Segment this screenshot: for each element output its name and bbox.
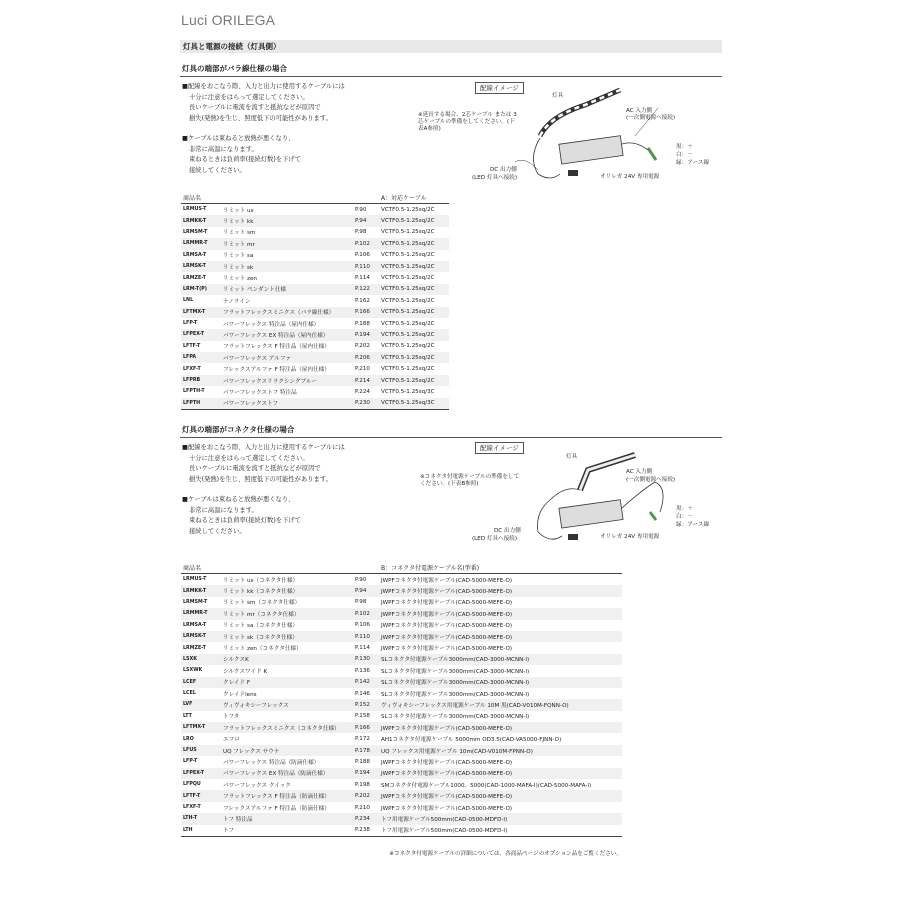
cable-spec: VCTF0.5-1.25sq/2C [379, 284, 449, 295]
table-row [181, 307, 449, 318]
product-code: LFTMX-T [181, 722, 221, 733]
footnote: ※コネクタ付電源ケーブルの詳細については、各商品ページのオプション品をご覧ください。 [389, 851, 622, 857]
table-row [181, 665, 622, 676]
table-row [181, 631, 622, 642]
product-name: リミット us（コネクタ仕様） [223, 577, 299, 584]
page-ref: P.114 [355, 275, 370, 282]
product-name: パワーフレックス クイック [223, 782, 291, 789]
page-ref: P.90 [355, 206, 367, 213]
note-line: 損失(発熱)を生じ、照度低下の可能性があります。 [189, 114, 332, 122]
page-ref: P.106 [355, 252, 370, 259]
col-header-cable: B：コネクタ付電源ケーブル名(型番) [379, 562, 622, 574]
product-code: LFPA [181, 352, 221, 363]
product-name: リミット zen（コネクタ仕様） [223, 646, 302, 653]
product-name: リミット ペンダント仕様 [221, 284, 353, 295]
product-name: リミット sm [223, 230, 256, 237]
product-name: リミット sk [221, 261, 353, 272]
product-code: LFP-T [183, 759, 198, 765]
product-name: フレックスアルファ F 特注品（屋内仕様） [223, 367, 330, 374]
product-code: LRMSA-T [183, 252, 207, 258]
product-code: LVF [181, 699, 221, 710]
diagram-tag: 配線イメージ [475, 442, 524, 454]
product-name: パワーフレックス EX 特注品（防滴仕様） [221, 768, 353, 779]
product-code: LRMZE-T [183, 275, 206, 281]
dc-output-label: DC 出力側 [490, 167, 517, 173]
product-name: リミット sm（コネクタ仕様） [223, 600, 301, 607]
light-label: 灯具 [552, 93, 564, 99]
page-ref: P.142 [353, 677, 379, 688]
cable-spec: VCTF0.5-1.25sq/2C [381, 229, 435, 236]
page-ref: P.194 [353, 768, 379, 779]
table-row [181, 699, 622, 710]
note-line: ■配線をおこなう際、入力と出力に使用するケーブルには [182, 83, 345, 90]
page-ref: P.178 [353, 745, 379, 756]
page-ref: P.94 [353, 585, 379, 596]
table-row [181, 722, 622, 733]
table-row [181, 768, 622, 779]
product-code: LFPTH-T [183, 389, 205, 395]
page-ref: P.98 [355, 229, 367, 236]
table-row [181, 284, 449, 295]
col-header-blank [353, 562, 379, 574]
product-code: LRMKK-T [181, 215, 221, 226]
cable-spec: JWPFコネクタ付電源ケーブル(CAD-5000-MEFE-O) [379, 585, 622, 596]
table-row [181, 642, 622, 653]
cable-spec: VCTF0.5-1.25sq/3C [379, 398, 449, 410]
product-name: フラットフレックスミニクス（バラ線仕様） [221, 307, 353, 318]
part2-divider [180, 437, 722, 438]
page-ref: P.214 [353, 375, 379, 386]
product-name: リミット sk（コネクタ仕様） [221, 631, 353, 642]
table-row [181, 250, 449, 261]
part1-heading: 灯具の端部がバラ線仕様の場合 [182, 64, 287, 73]
cable-spec: JWPFコネクタ付電源ケーブル(CAD-5000-MEFE-O) [379, 608, 622, 619]
product-code: LTT [183, 713, 192, 719]
page-ref: P.224 [355, 388, 370, 395]
product-name: パワーフレックストフ [221, 398, 353, 410]
cable-spec: VCTF0.5-1.25sq/2C [381, 206, 435, 213]
table-row [181, 779, 622, 790]
product-name: パワーフレックス アルファ [221, 352, 353, 363]
table-row [181, 745, 622, 756]
legend-green: 緑：アース線 [676, 160, 710, 166]
dc-output-label: DC 出力側 [494, 528, 521, 534]
page-ref: P.114 [355, 645, 370, 652]
page-ref: P.110 [353, 261, 379, 272]
product-name: フラットフレックス F 特注品（屋内仕様） [223, 344, 330, 351]
product-code: LNL [183, 298, 194, 304]
table-row [181, 608, 622, 619]
cable-spec: JWPFコネクタ付電源ケーブル(CAD-5000-MEFE-O) [379, 722, 622, 733]
cable-spec: JWPFコネクタ付電源ケーブル(CAD-5000-MEFE-O) [379, 790, 622, 801]
table-row [181, 261, 449, 272]
product-name: リミット kk [221, 215, 353, 226]
table-row [181, 813, 622, 824]
product-code: LRMSM-T [183, 229, 208, 235]
wiring-illustration-1 [410, 78, 722, 188]
page-ref: P.210 [355, 366, 370, 373]
page-ref: P.122 [353, 284, 379, 295]
product-code: LFTF-T [181, 790, 221, 801]
cable-spec: VCTF0.5-1.25sq/2C [381, 275, 435, 282]
product-name: フラットフレックスミニクス（コネクタ仕様） [221, 722, 353, 733]
cable-spec: JWPFコネクタ付電源ケーブル(CAD-5000-MEFE-O) [381, 646, 513, 653]
cable-spec: VCTF0.5-1.25sq/2C [381, 320, 435, 327]
col-header-blank [221, 562, 353, 574]
cable-spec: AH1コネクタ付電源ケーブル 5000mm OD3.5(CAD-VA5000-FJNN-O) [381, 737, 562, 744]
ac-input-sub: (一次側電源へ接続) [626, 477, 676, 483]
product-name: ヴィヴォキシーフレックス [221, 699, 353, 710]
page-ref: P.94 [353, 215, 379, 226]
table-row [181, 574, 622, 586]
part1-notes [182, 82, 345, 176]
col-header-product: 商品名 [181, 562, 221, 574]
table-row [181, 363, 449, 374]
note-line: 束ねるときは負荷率(接続灯数)を下げて [189, 156, 301, 163]
page-ref: P.102 [353, 238, 379, 249]
cable-spec: SLコネクタ付電源ケーブル3000mm(CAD-3000-MCNN-I) [379, 654, 622, 665]
page-ref: P.166 [353, 722, 379, 733]
product-code: LFTMX-T [181, 307, 221, 318]
product-name: リミット mr（コネクタ仕様） [221, 608, 353, 619]
connector-note: ※コネクタ付電源ケーブルの準備をしてください。(下表B参照) [420, 474, 520, 487]
product-name: トフタ [223, 714, 240, 721]
note-line: 十分に注意をはらって選定してください。 [189, 93, 309, 101]
note-line: 長いケーブルに電流を流すと抵抗などが原因で [189, 465, 321, 472]
page-ref: P.238 [353, 825, 379, 837]
cable-spec: トフ用電源ケーブル500mm(CAD-0500-MDFD-I) [379, 813, 622, 824]
product-code: LRO [183, 736, 194, 742]
part1-divider [180, 76, 722, 77]
cable-spec: VCTF0.5-1.25sq/2C [381, 297, 435, 304]
cable-spec: VCTF0.5-1.25sq/2C [379, 307, 449, 318]
legend-black: 黒：＋ [676, 144, 693, 150]
product-code: LRMKK-T [181, 585, 221, 596]
table-row [181, 341, 449, 352]
page-ref: P.130 [353, 654, 379, 665]
page-ref: P.106 [355, 622, 370, 629]
note-line: ■配線をおこなう際、入力と出力に使用するケーブルには [182, 444, 345, 451]
table-row [181, 825, 622, 837]
table-row [181, 620, 622, 631]
dc-output-sub: (LED 灯具へ接続) [472, 536, 518, 542]
product-name: クレイドlens [223, 691, 257, 698]
cable-spec: VCTF0.5-1.25sq/2C [381, 343, 435, 350]
note-line: 長いケーブルに電流を流すと抵抗などが原因で [189, 104, 321, 111]
product-code: LFPRB [181, 375, 221, 386]
col-header-blank [221, 192, 353, 204]
table-row [181, 295, 449, 306]
product-name: リミット sa（コネクタ仕様） [223, 623, 299, 630]
note-line: 損失(発熱)を生じ、照度低下の可能性があります。 [189, 475, 332, 483]
table-row [181, 375, 449, 386]
note-line: 非常に高温になります。 [189, 145, 258, 153]
part2-heading: 灯具の端部がコネクタ仕様の場合 [182, 425, 295, 434]
cable-spec: SLコネクタ付電源ケーブル3000mm(CAD-3000-MCNN-I) [381, 714, 530, 721]
cable-spec: VCTF0.5-1.25sq/2C [379, 238, 449, 249]
product-name: シルクスK [221, 654, 353, 665]
light-label: 灯具 [566, 454, 578, 460]
product-code: LFTF-T [183, 343, 201, 349]
product-name: パワーフレックス EX 特注品（屋内仕様） [221, 329, 353, 340]
table-row [181, 215, 449, 226]
product-name: トフ 特注品 [221, 813, 353, 824]
page-ref: P.194 [353, 329, 379, 340]
product-name: UQ フレックス サウナ [221, 745, 353, 756]
table-row [181, 597, 622, 608]
product-code: LRMZE-T [183, 645, 206, 651]
table-row [181, 238, 449, 249]
cable-table-a [181, 192, 449, 410]
product-name: クレイド F [221, 677, 353, 688]
page-ref: P.136 [355, 667, 370, 674]
page-ref: P.188 [355, 320, 370, 327]
product-code: LFPTH [181, 398, 221, 410]
page-ref: P.202 [355, 343, 370, 350]
col-header-blank [353, 192, 379, 204]
product-name: トフ [221, 825, 353, 837]
product-code: LFXF-T [183, 366, 201, 372]
page-ref: P.198 [355, 781, 370, 788]
page-ref: P.146 [355, 690, 370, 697]
ac-input-label: AC 入力側 [626, 108, 653, 114]
legend-white: 白：－ [676, 152, 693, 158]
cable-spec: VCTF0.5-1.25sq/2C [381, 366, 435, 373]
cable-spec: SMコネクタ付電源ケーブル1000、5000(CAD-1000-MAFA-I)(CAD-5000-MAFA-I) [381, 782, 592, 789]
section-title: 灯具と電源の接続（灯具側） [180, 40, 722, 53]
product-name: フレックスアルファ F 特注品（防滴仕様） [223, 805, 330, 812]
cable-spec: SLコネクタ付電源ケーブル3000mm(CAD-3000-MCNN-I) [379, 677, 622, 688]
product-name: パワーフレックス 特注品（屋内仕様） [223, 321, 320, 328]
table-row [181, 204, 449, 216]
note-line: 非常に高温になります。 [189, 506, 258, 514]
cable-spec: トフ用電源ケーブル500mm(CAD-0500-MDFD-I) [379, 825, 622, 837]
ac-input-sub: (一次側電源へ接続) [626, 115, 676, 121]
col-header-product: 商品名 [181, 192, 221, 204]
note-line: 接続してください。 [189, 527, 246, 535]
product-code: LRMSM-T [183, 599, 208, 605]
cable-spec: JWPFコネクタ付電源ケーブル(CAD-5000-MEFE-O) [381, 600, 513, 607]
table-row [181, 733, 622, 744]
product-code: LRMMR-T [181, 238, 221, 249]
product-name: シルクスワイド K [223, 668, 268, 675]
table-row [181, 711, 622, 722]
cable-spec: ヴィヴォキシーフレックス用電源ケーブル 10M 黒(CAD-V010M-FQNN-O) [379, 699, 622, 710]
note-line: ■ケーブルは束ねると放熱が悪くなり、 [182, 135, 295, 142]
page-ref: P.210 [355, 804, 370, 811]
table-row [181, 802, 622, 813]
product-code: LSXWK [183, 668, 203, 674]
product-name: パワーフレックストフ 特注品 [223, 389, 297, 396]
brand-logo: Luci ORILEGA [181, 12, 276, 28]
note-line: ■ケーブルは束ねると放熱が悪くなり、 [182, 496, 295, 503]
wiring-diagram-2 [410, 440, 722, 552]
table-row [181, 677, 622, 688]
product-code: LFUS [181, 745, 221, 756]
page-ref: P.172 [355, 736, 370, 743]
table-row [181, 386, 449, 397]
page-ref: P.202 [353, 790, 379, 801]
product-name: リミット zen [223, 276, 257, 283]
product-code: LTH-T [181, 813, 221, 824]
product-code: LRMMR-T [181, 608, 221, 619]
table-row [181, 352, 449, 363]
table-row [181, 227, 449, 238]
cable-spec: VCTF0.5-1.25sq/2C [379, 352, 449, 363]
page-ref: P.158 [355, 713, 370, 720]
cable-spec: UQ フレックス用電源ケーブル 10m(CAD-V010M-FPNN-O) [379, 745, 622, 756]
cable-spec: VCTF0.5-1.25sq/2C [381, 252, 435, 259]
product-name: パワーフレックス 特注品（防滴仕様） [223, 759, 320, 766]
table-row [181, 272, 449, 283]
product-code: LFPEX-T [181, 329, 221, 340]
wiring-diagram-1 [410, 78, 722, 188]
table-row [181, 688, 622, 699]
page-ref: P.98 [355, 599, 367, 606]
legend-black: 黒：＋ [676, 506, 693, 512]
product-name: リミット sa [223, 253, 254, 260]
page-ref: P.90 [355, 576, 367, 583]
product-code: LCEF [181, 677, 221, 688]
page-ref: P.162 [355, 297, 370, 304]
product-name: エフロ [223, 737, 240, 744]
product-code: LFXF-T [183, 805, 201, 810]
cable-spec: VCTF0.5-1.25sq/2C [379, 261, 449, 272]
col-header-cable: A：対応ケーブル [379, 192, 449, 204]
legend-green: 緑：アース線 [676, 522, 710, 528]
product-code: LCEL [183, 691, 196, 697]
extension-note: ※延長する場合、2芯ケーブル または 3芯ケーブルの準備をしてください。(下表A参照) [418, 112, 517, 132]
note-line: 束ねるときは負荷率(接続灯数)を下げて [189, 517, 301, 524]
cable-spec: JWPFコネクタ付電源ケーブル(CAD-5000-MEFE-O) [379, 768, 622, 779]
product-code: LFPQU [183, 782, 201, 788]
cable-spec: VCTF0.5-1.25sq/2C [379, 215, 449, 226]
cable-table-b [181, 562, 622, 837]
product-name: フラットフレックス F 特注品（防滴仕様） [221, 790, 353, 801]
page-ref: P.152 [353, 699, 379, 710]
table-row [181, 318, 449, 329]
cable-spec: JWPFコネクタ付電源ケーブル(CAD-5000-MEFE-O) [381, 623, 513, 630]
page-ref: P.206 [353, 352, 379, 363]
product-code: LSXK [181, 654, 221, 665]
cable-spec: JWPFコネクタ付電源ケーブル(CAD-5000-MEFE-O) [381, 759, 513, 766]
cable-spec: JWPFコネクタ付電源ケーブル(CAD-5000-MEFE-O) [379, 631, 622, 642]
product-code: LFP-T [183, 321, 198, 327]
product-code: LRMSK-T [181, 261, 221, 272]
power-supply-label: オリレガ 24V 専用電源 [600, 174, 660, 180]
product-code: LRMUS-T [183, 577, 207, 583]
part2-notes [182, 443, 345, 537]
table-row [181, 329, 449, 340]
power-supply-label: オリレガ 24V 専用電源 [600, 534, 660, 540]
table-row [181, 398, 449, 410]
page-ref: P.234 [353, 813, 379, 824]
cable-spec: SLコネクタ付電源ケーブル3000mm(CAD-3000-MCNN-I) [381, 691, 530, 698]
cable-spec: JWPFコネクタ付電源ケーブル(CAD-5000-MEFE-O) [381, 805, 513, 812]
product-code: LRMSK-T [181, 631, 221, 642]
page-ref: P.102 [353, 608, 379, 619]
product-name: リミット us [223, 207, 254, 214]
page-ref: P.166 [353, 307, 379, 318]
product-name: ナノライン [223, 298, 251, 305]
dc-output-sub: (LED 灯具へ接続) [472, 175, 518, 181]
page-ref: P.188 [355, 758, 370, 765]
product-code: LTH [181, 825, 221, 837]
page-ref: P.110 [353, 631, 379, 642]
note-line: 接続してください。 [189, 166, 246, 174]
product-code: LRMSA-T [183, 622, 207, 628]
cable-spec: JWPFコネクタ付電源ケーブル(CAD-5000-MEFE-O) [381, 577, 513, 584]
table-row [181, 790, 622, 801]
cable-spec: VCTF0.5-1.25sq/2C [379, 375, 449, 386]
note-line: 十分に注意をはらって選定してください。 [189, 454, 309, 462]
table-row [181, 654, 622, 665]
table-row [181, 585, 622, 596]
page-ref: P.230 [353, 398, 379, 410]
legend-white: 白：－ [676, 514, 693, 520]
product-name: パワーフレックスリラクシングブルー [221, 375, 353, 386]
diagram-tag: 配線イメージ [475, 82, 524, 94]
product-name: リミット kk（コネクタ仕様） [221, 585, 353, 596]
ac-input-label: AC 入力側 [626, 469, 653, 475]
cable-spec: VCTF0.5-1.25sq/2C [379, 329, 449, 340]
table-row [181, 756, 622, 767]
product-code: LRMUS-T [183, 207, 207, 213]
cable-spec: VCTF0.5-1.25sq/3C [381, 388, 435, 395]
product-name: リミット mr [221, 238, 353, 249]
product-code: LRM-T(P) [181, 284, 221, 295]
product-code: LFPEX-T [181, 768, 221, 779]
cable-spec: SLコネクタ付電源ケーブル3000mm(CAD-3000-MCNN-I) [381, 668, 530, 675]
